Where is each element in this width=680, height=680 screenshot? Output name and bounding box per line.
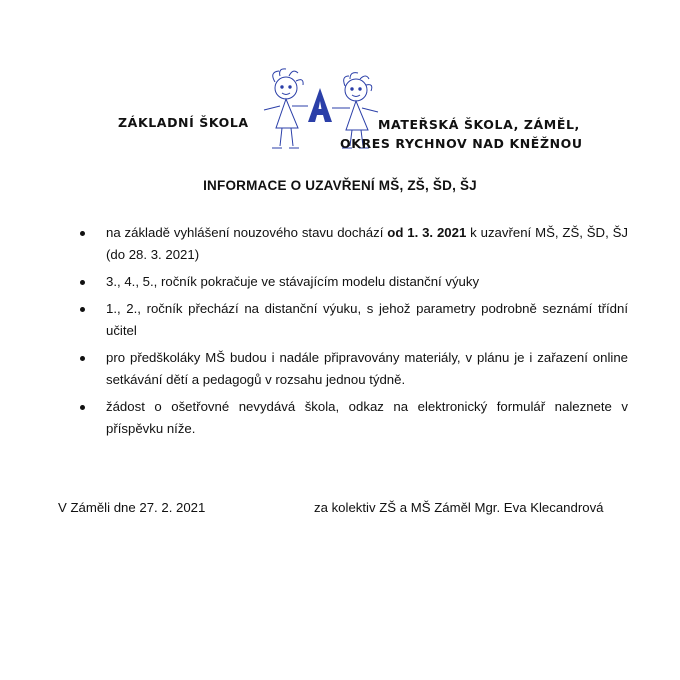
item-4-text: pro předškoláky MŠ budou i nadále připravovány materiály, v plánu je i zařazení online setkávání dětí a pedagogů v rozsahu jednou týdně. — [106, 350, 628, 387]
document-title: INFORMACE O UZAVŘENÍ MŠ, ZŠ, ŠD, ŠJ — [203, 178, 477, 193]
header-right-line2: OKRES RYCHNOV NAD KNĚŽNOU — [340, 136, 583, 151]
list-item — [78, 347, 628, 391]
info-list — [78, 222, 628, 445]
item-1-post: k uzavření MŠ, ZŠ, ŠD, ŠJ (do 28. 3. 2021) — [106, 225, 629, 262]
item-5-text: žádost o ošetřovné nevydává škola, odkaz na elektronický formulář naleznete v příspěvku níže. — [106, 399, 628, 436]
item-2-text: 3., 4., 5., ročník pokračuje ve stávajícím modelu distanční výuky — [106, 274, 480, 289]
list-item — [78, 222, 628, 266]
bullet-icon — [80, 356, 85, 361]
bullet-icon — [80, 231, 85, 236]
list-item — [78, 298, 628, 342]
bullet-icon — [80, 280, 85, 285]
signature: za kolektiv ZŠ a MŠ Záměl Mgr. Eva Klecandrová — [314, 500, 604, 515]
header-left-text: ZÁKLADNÍ ŠKOLA — [118, 115, 249, 130]
item-3-text: 1., 2., ročník přechází na distanční výuku, s jehož parametry podrobně seznámí třídní učitel — [106, 301, 628, 338]
list-item — [78, 271, 628, 293]
item-1-pre: na základě vyhlášení nouzového stavu dochází — [106, 225, 388, 240]
bullet-icon — [80, 405, 85, 410]
header-right-text — [340, 115, 583, 153]
list-item — [78, 396, 628, 440]
item-1-bold: od 1. 3. 2021 — [387, 225, 467, 240]
header-right-line1: MATEŘSKÁ ŠKOLA, ZÁMĚL, — [378, 117, 580, 132]
bullet-icon — [80, 307, 85, 312]
place-date: V Záměli dne 27. 2. 2021 — [58, 500, 206, 515]
